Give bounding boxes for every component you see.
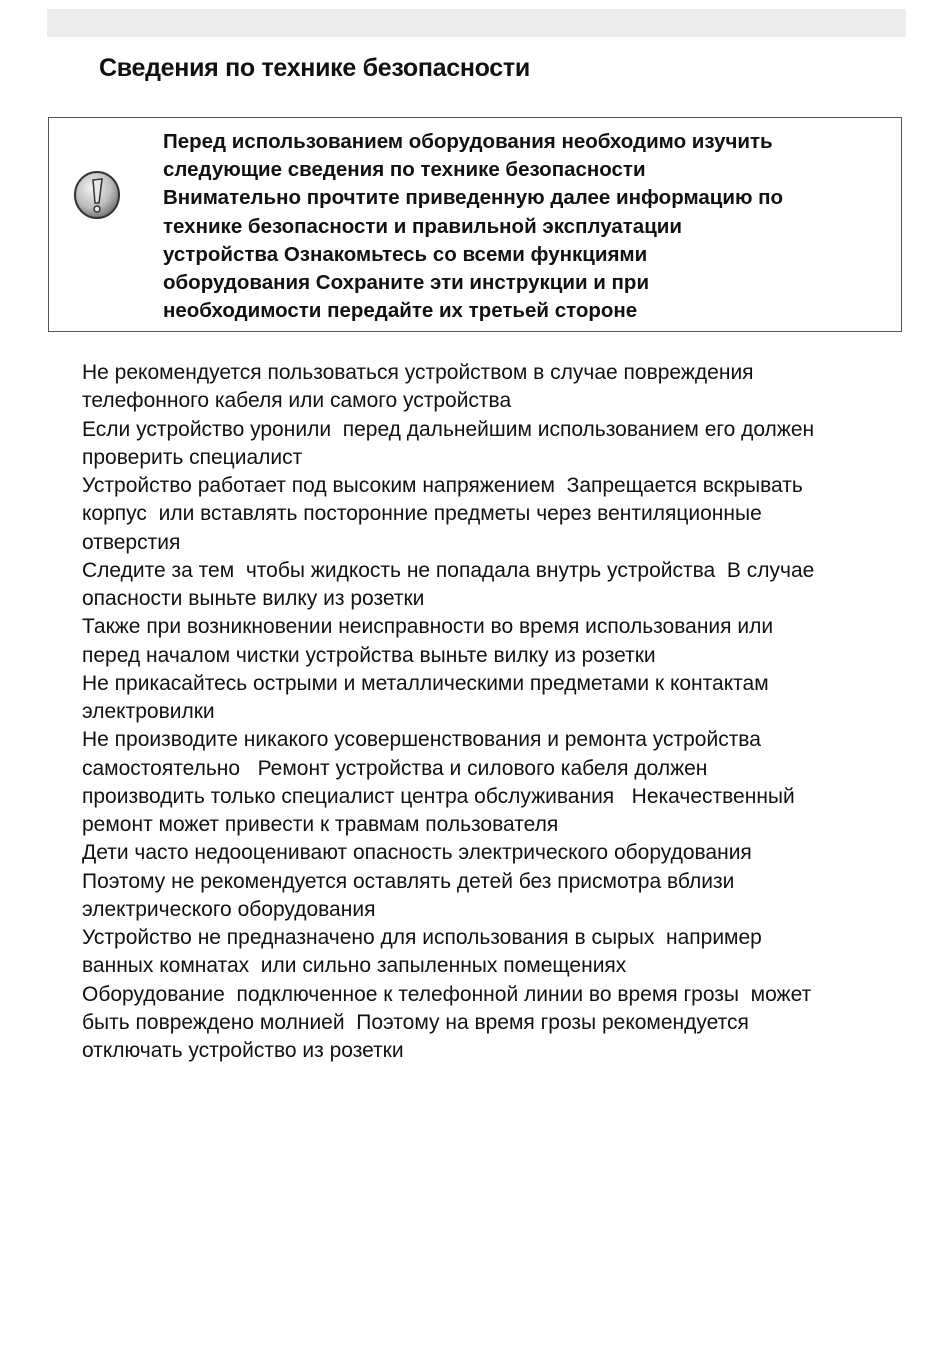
safety-instructions — [82, 359, 814, 1065]
notice-line: оборудования Сохраните эти инструкции и при — [163, 271, 650, 295]
body-line: электровилки — [82, 700, 215, 723]
body-line: Если устройство уронили перед дальнейшим использованием его должен — [82, 417, 815, 441]
notice-line: необходимости передайте их третьей стороне — [163, 299, 638, 323]
body-line: Не прикасайтесь острыми и металлическими предметами к контактам — [82, 671, 769, 695]
notice-line: следующие сведения по технике безопасности — [163, 158, 646, 182]
body-line: Устройство не предназначено для использования в сырых например — [82, 926, 762, 949]
body-line: Не производите никакого усовершенствования и ремонта устройства — [82, 728, 761, 752]
body-line: перед началом чистки устройства выньте вилку из розетки — [82, 643, 656, 667]
body-line: Устройство работает под высоким напряжением Запрещается вскрывать — [82, 474, 803, 497]
body-line: самостоятельно Ремонт устройства и силового кабеля должен — [82, 756, 708, 780]
body-line: электрического оборудования — [82, 897, 376, 921]
body-line: ремонт может привести к травмам пользователя — [82, 813, 559, 836]
page-title: Сведения по технике безопасности — [99, 54, 530, 82]
body-line: Дети часто недооценивают опасность электрического оборудования — [82, 841, 752, 865]
notice-text — [163, 128, 783, 325]
body-line: Оборудование подключенное к телефонной линии во время грозы может — [82, 982, 812, 1006]
header-bar — [47, 9, 906, 37]
body-line: Также при возникновении неисправности во время использования или — [82, 615, 774, 639]
notice-line: устройства Ознакомьтесь со всеми функциями — [163, 242, 648, 266]
body-line: производить только специалист центра обслуживания Некачественный — [82, 784, 795, 808]
body-line: Не рекомендуется пользоваться устройством в случае повреждения — [82, 361, 754, 384]
body-line: телефонного кабеля или самого устройства — [82, 389, 512, 413]
notice-line: Внимательно прочтите приведенную далее информацию по — [163, 186, 784, 210]
body-line: Поэтому не рекомендуется оставлять детей без присмотра вблизи — [82, 869, 735, 893]
notice-line: технике безопасности и правильной эксплуатации — [163, 214, 682, 238]
notice-line: Перед использованием оборудования необходимо изучить — [163, 130, 773, 153]
body-line: быть повреждено молнией Поэтому на время грозы рекомендуется — [82, 1010, 749, 1034]
body-line: опасности выньте вилку из розетки — [82, 587, 425, 610]
body-line: отключать устройство из розетки — [82, 1039, 404, 1062]
body-line: ванных комнатах или сильно запыленных помещениях — [82, 954, 627, 978]
body-line: отверстия — [82, 530, 181, 554]
body-line: корпус или вставлять посторонние предметы через вентиляционные — [82, 502, 762, 526]
exclamation-icon — [73, 170, 121, 220]
safety-notice-box — [48, 117, 902, 332]
body-line: Следите за тем чтобы жидкость не попадала внутрь устройства В случае — [82, 558, 815, 582]
body-line: проверить специалист — [82, 445, 303, 469]
